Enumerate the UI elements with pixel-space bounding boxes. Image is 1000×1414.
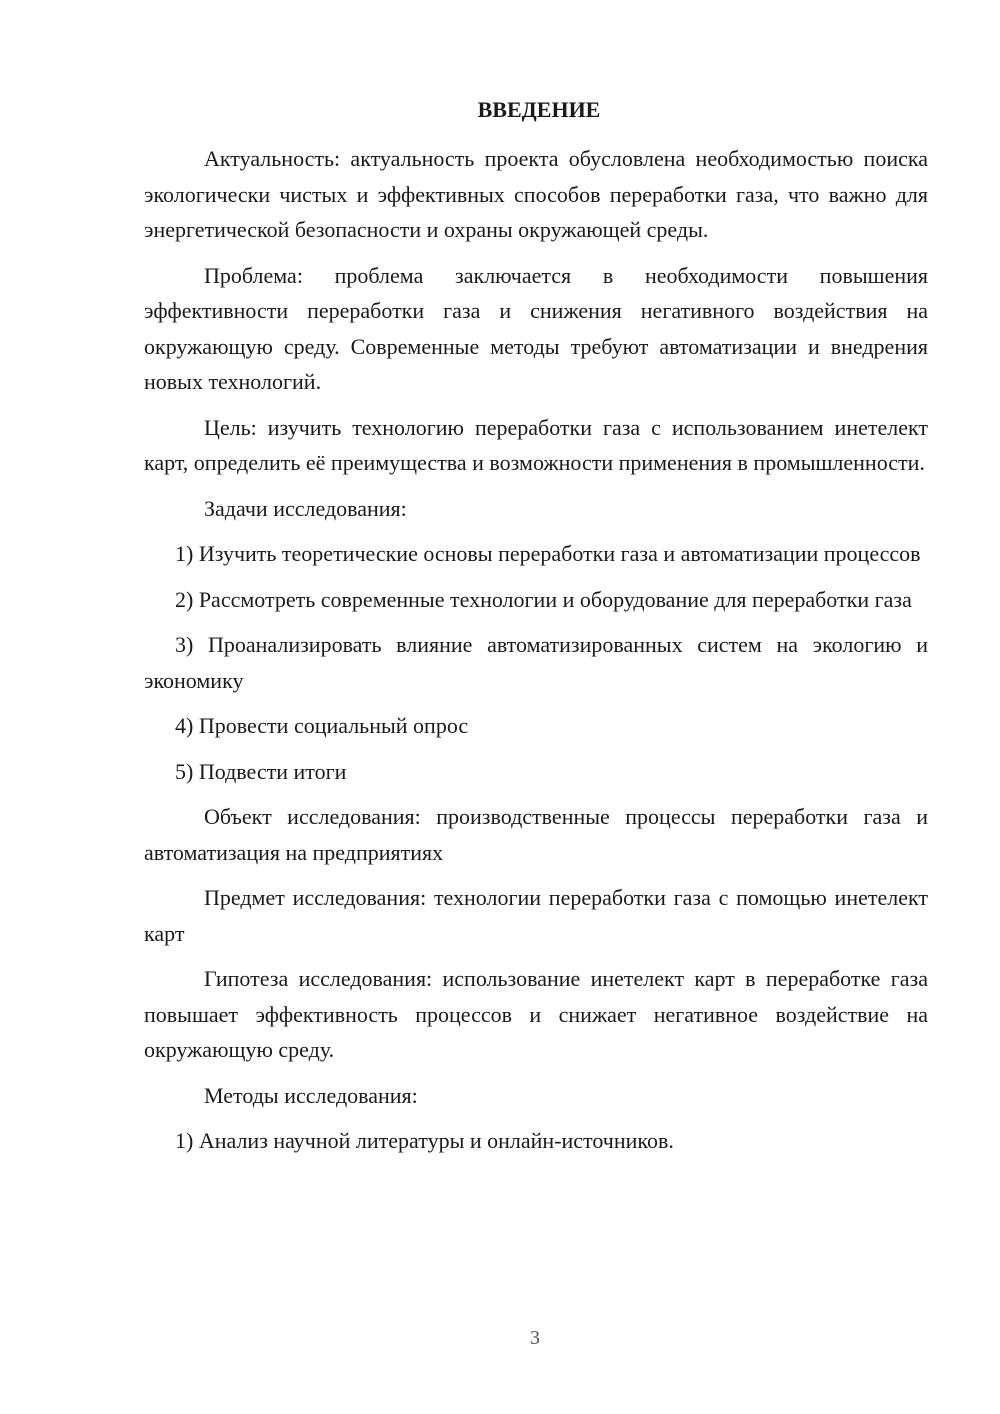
task-item: 5) Подвести итоги (175, 758, 347, 784)
page-title: ВВЕДЕНИЕ (477, 97, 601, 122)
document-page (144, 92, 928, 1169)
task-item: 1) Изучить теоретические основы переработки газа и автоматизации процессов (175, 541, 921, 566)
problem-paragraph: Проблема: проблема заключается в необходимости повышения эффективности переработки газа и снижения негативного воздействия на окружающую среду. Современные методы требуют автоматизации и внедрения новых технологий. (144, 262, 928, 394)
relevance-paragraph: Актуальность: актуальность проекта обусловлена необходимостью поиска экологически чистых и эффективных способов переработки газа, что важно для энергетической безопасности и охраны окружающей среды. (144, 146, 928, 242)
object-paragraph: Объект исследования: производственные процессы переработки газа и автоматизация на предприятиях (144, 804, 928, 865)
subject-paragraph: Предмет исследования: технологии переработки газа с помощью инетелект карт (144, 885, 928, 946)
task-item: 4) Провести социальный опрос (175, 713, 469, 738)
page-number: 3 (530, 1327, 540, 1349)
hypothesis-paragraph: Гипотеза исследования: использование инетелект карт в переработке газа повышает эффективность процессов и снижает негативное воздействие на окружающую среду. (144, 966, 928, 1062)
task-item: 3) Проанализировать влияние автоматизированных систем на экологию и экономику (144, 632, 928, 693)
method-item: 1) Анализ научной литературы и онлайн-источников. (175, 1128, 674, 1153)
task-item: 2) Рассмотреть современные технологии и оборудование для переработки газа (175, 586, 912, 612)
methods-heading: Методы исследования: (204, 1082, 418, 1108)
tasks-heading: Задачи исследования: (204, 495, 407, 521)
goal-paragraph: Цель: изучить технологию переработки газа с использованием инетелект карт, определить её преимущества и возможности применения в промышленности. (144, 414, 928, 475)
